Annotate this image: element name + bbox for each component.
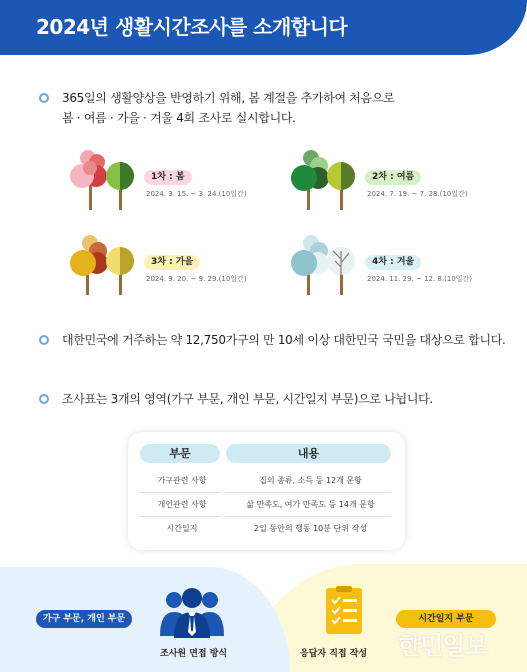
table-cell-content: 2일 동안의 행동 10분 단위 작성 [254,524,367,533]
interviewer-people-icon [158,586,226,638]
season-spring [66,148,286,218]
season-label: 1차 : 봄 [144,170,192,185]
season-winter [287,233,507,303]
interview-sections-pill: 가구 부문, 개인 부문 [36,610,132,628]
bullet-icon [39,335,49,345]
season-label: 4차 : 겨울 [365,255,421,270]
table-cell-content: 집의 종류, 소득 등 12개 문항 [259,476,362,485]
checklist-icon [322,586,366,638]
table-header-section: 부문 [140,444,220,463]
header-banner [0,0,527,55]
autumn-trees-icon [66,233,142,297]
target-text: 대한민국에 거주하는 약 12,750가구의 만 10세 이상 대한민국 국민을 대상으로 합니다. [62,333,506,347]
season-date: 2024. 3. 15. ~ 3. 24.(10일간) [146,190,247,198]
season-label: 2차 : 여름 [365,170,421,185]
table-cell-content: 삶 만족도, 여가 만족도 등 14개 문항 [246,500,375,509]
summer-trees-icon [287,148,363,212]
season-summer [287,148,507,218]
intro-line-1: 365일의 생활양상을 반영하기 위해, 봄 계절을 추가하여 처음으로 [62,91,395,105]
season-label: 3차 : 가을 [144,255,200,270]
sections-text: 조사표는 3개의 영역(가구 부문, 개인 부문, 시간일지 부문)으로 나뉩니다. [62,392,433,406]
publisher-watermark: 한민일보 [398,632,487,660]
bullet-icon [39,394,49,404]
table-header-content: 내용 [226,444,391,463]
survey-sections-table [128,432,405,550]
table-cell-section: 시간일지 [166,524,198,533]
season-autumn [66,233,286,303]
spring-trees-icon [66,148,142,212]
winter-trees-icon [287,233,363,297]
table-cell-section: 가구관련 사항 [157,476,207,485]
interview-method-caption: 조사원 면접 방식 [160,649,228,659]
bullet-icon [39,93,49,103]
row-divider [140,492,220,493]
row-divider [226,492,391,493]
season-date: 2024. 7. 19. ~ 7. 28.(10일간) [367,190,468,198]
self-report-caption: 응답자 직접 작성 [300,649,368,659]
season-date: 2024. 9. 20. ~ 9. 29.(10일간) [146,275,247,283]
season-date: 2024. 11. 29. ~ 12. 8.(10일간) [367,275,472,283]
page-title: 2024년 생활시간조사를 소개합니다 [36,15,348,39]
row-divider [226,516,391,517]
table-cell-section: 개인관련 사항 [157,500,207,509]
time-diary-pill: 시간일지 부문 [396,610,496,628]
intro-line-2: 봄 · 여름 · 가을 · 겨울 4회 조사로 실시합니다. [62,111,296,125]
row-divider [140,516,220,517]
